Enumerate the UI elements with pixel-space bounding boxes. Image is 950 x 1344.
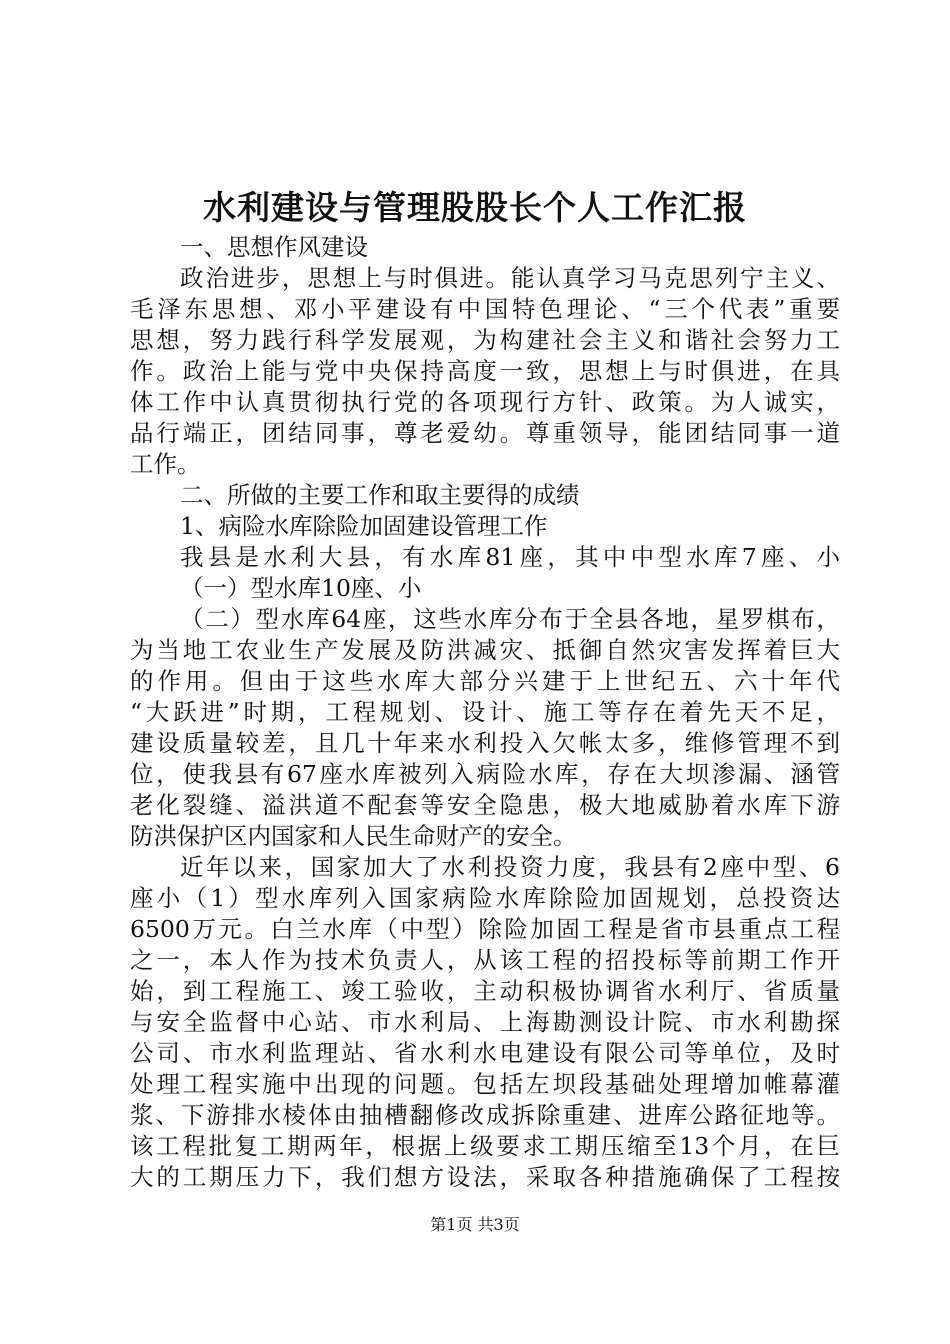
text-line: （二）型水库64座，这些水库分布于全县各地，星罗棋布，	[180, 605, 840, 633]
text-line: 与安全监督中心站、市水利局、上海勘测设计院、市水利勘探	[130, 1008, 840, 1036]
text-line: 座小（1）型水库列入国家病险水库除险加固规划，总投资达	[130, 884, 840, 912]
page-footer: 第1页 共3页	[430, 1215, 520, 1234]
text-line: 为当地工农业生产发展及防洪减灾、抵御自然灾害发挥着巨大	[130, 636, 840, 664]
text-line: 政治进步，思想上与时俱进。能认真学习马克思列宁主义、	[180, 264, 840, 292]
text-line: 作。政治上能与党中央保持高度一致，思想上与时俱进，在具	[130, 357, 840, 385]
text-line: 品行端正，团结同事，尊老爱幼。尊重领导，能团结同事一道	[130, 419, 840, 447]
text-line: 建设质量较差，且几十年来水利投入欠帐太多，维修管理不到	[130, 729, 840, 757]
text-line: 我县是水利大县，有水库81座，其中中型水库7座、小	[180, 543, 840, 571]
text-line: 处理工程实施中出现的问题。包括左坝段基础处理增加帷幕灌	[130, 1070, 840, 1098]
text-line: 思想，努力践行科学发展观，为构建社会主义和谐社会努力工	[130, 326, 840, 354]
text-line: 工作。	[130, 450, 201, 478]
text-line: 老化裂缝、溢洪道不配套等安全隐患，极大地威胁着水库下游	[130, 791, 840, 819]
text-line: 之一，本人作为技术负责人，从该工程的招投标等前期工作开	[130, 946, 840, 974]
text-line: 的作用。但由于这些水库大部分兴建于上世纪五、六十年代	[130, 667, 840, 695]
text-line: 一、思想作风建设	[180, 233, 368, 261]
text-line: “大跃进”时期，工程规划、设计、施工等存在着先天不足，	[130, 698, 840, 726]
text-line: 近年以来，国家加大了水利投资力度，我县有2座中型、6	[180, 853, 840, 881]
text-line: 防洪保护区内国家和人民生命财产的安全。	[130, 822, 577, 850]
document-body	[130, 232, 840, 1193]
text-line: 1、病险水库除险加固建设管理工作	[180, 512, 548, 540]
text-line: 6500万元。白兰水库（中型）除险加固工程是省市县重点工程	[130, 915, 840, 943]
text-line: 位，使我县有67座水库被列入病险水库，存在大坝渗漏、涵管	[130, 760, 840, 788]
text-line: 体工作中认真贯彻执行党的各项现行方针、政策。为人诚实，	[130, 388, 840, 416]
text-line: 大的工期压力下，我们想方设法，采取各种措施确保了工程按	[130, 1163, 840, 1191]
text-line: 二、所做的主要工作和取主要得的成绩	[180, 481, 580, 509]
document-title: 水利建设与管理股股长个人工作汇报	[203, 188, 747, 227]
text-line: 始，到工程施工、竣工验收，主动积极协调省水利厅、省质量	[130, 977, 840, 1005]
text-line: 毛泽东思想、邓小平建设有中国特色理论、“三个代表”重要	[130, 295, 840, 323]
text-line: （一）型水库10座、小	[180, 574, 422, 602]
text-line: 浆、下游排水棱体由抽槽翻修改成拆除重建、进库公路征地等。	[130, 1101, 840, 1129]
text-line: 该工程批复工期两年，根据上级要求工期压缩至13个月，在巨	[130, 1132, 840, 1160]
text-line: 公司、市水利监理站、省水利水电建设有限公司等单位，及时	[130, 1039, 840, 1067]
